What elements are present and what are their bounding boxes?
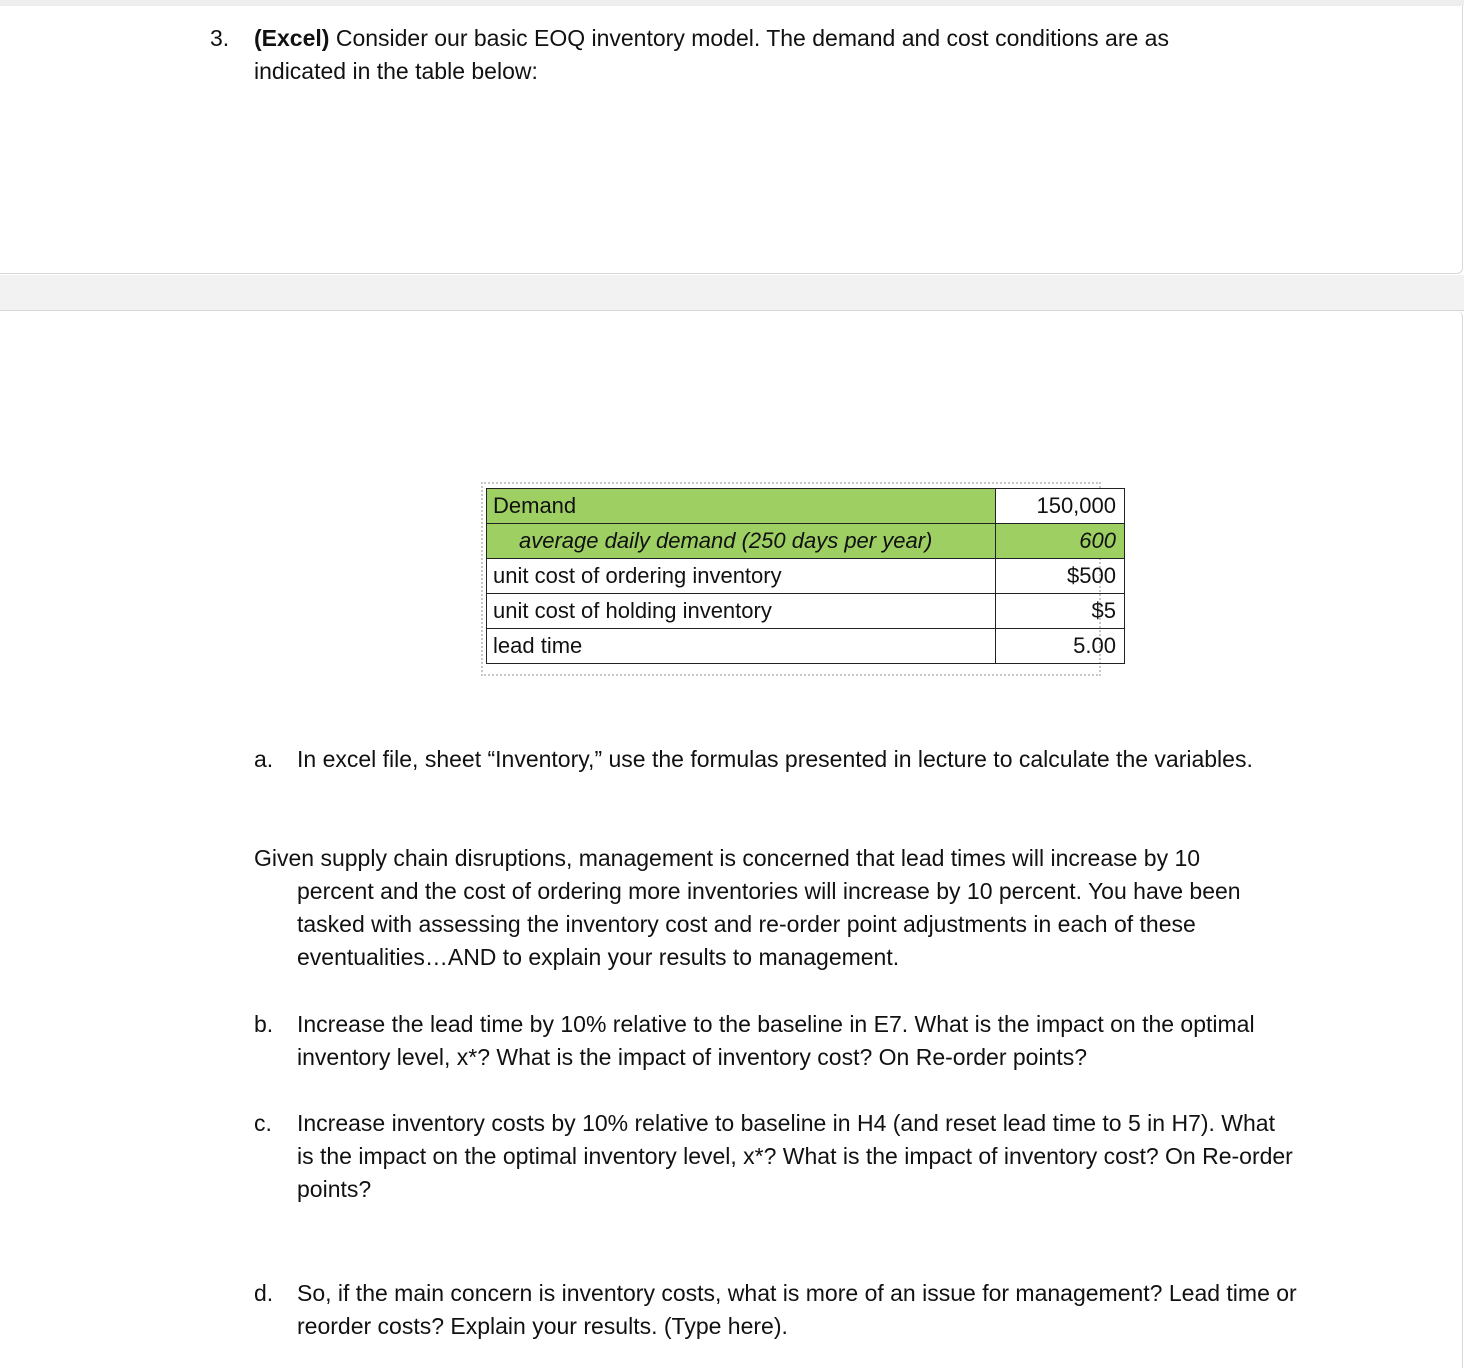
item-a-letter: a. [254,746,274,772]
table-row [487,629,1125,664]
row-value-holding-cost: $5 [996,594,1125,629]
item-b-text: Increase the lead time by 10% relative to the baseline in E7. What is the impact on the optimal inventory level, x*? What is the impact of inventory cost? On Re-order points? [297,1011,1255,1070]
row-label-daily-demand: average daily demand (250 days per year) [487,524,996,559]
item-d-text[interactable]: So, if the main concern is inventory costs, what is more of an issue for management? Lead time or reorder costs? Explain your results. (Type here). [297,1280,1297,1339]
row-label-ordering-cost: unit cost of ordering inventory [487,559,996,594]
table-row [487,594,1125,629]
item-c-letter: c. [254,1110,272,1136]
content-card [0,311,1463,1368]
question-text: Consider our basic EOQ inventory model. The demand and cost conditions are as indicated in the table below: [254,25,1169,84]
eoq-parameter-table [486,488,1125,664]
table-row [487,524,1125,559]
item-b-letter: b. [254,1011,274,1037]
context-first-line: Given supply chain disruptions, management is concerned that lead times will increase by 10 [254,845,1201,871]
item-a-text: In excel file, sheet “Inventory,” use the formulas presented in lecture to calculate the variables. [297,746,1253,772]
table-row [487,489,1125,524]
card-separator [0,275,1464,311]
row-value-lead-time: 5.00 [996,629,1125,664]
row-label-holding-cost: unit cost of holding inventory [487,594,996,629]
question-number: 3. [210,25,230,51]
question-prompt [254,22,1254,88]
question-tag: (Excel) [254,25,330,51]
row-value-daily-demand: 600 [996,524,1125,559]
item-d-letter: d. [254,1280,274,1306]
row-value-demand: 150,000 [996,489,1125,524]
row-value-ordering-cost: $500 [996,559,1125,594]
row-label-lead-time: lead time [487,629,996,664]
context-continuation: percent and the cost of ordering more inventories will increase by 10 percent. You have been tasked with assessing the inventory cost and re-order point adjustments in each of these eventualities…AND to explain your results to management. [297,878,1241,970]
item-c-text: Increase inventory costs by 10% relative to baseline in H4 (and reset lead time to 5 in H7). What is the impact on the optimal inventory level, x*? What is the impact of inventory cost? On Re-order points? [297,1110,1293,1202]
context-paragraph [254,842,1264,974]
table-row [487,559,1125,594]
row-label-demand: Demand [487,489,996,524]
